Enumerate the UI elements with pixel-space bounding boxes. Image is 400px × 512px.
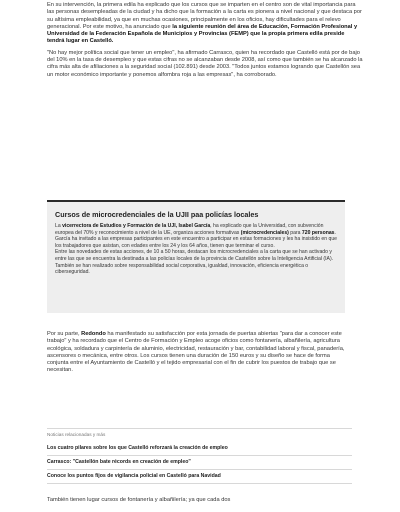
box-highlight: 720 personas [301,229,335,236]
article-closing [47,497,363,508]
paragraph-employment: "No hay mejor política social que tener un empleo", ha afirmado Carrasco, quien ha recordado que Castelló está por de bajo del 10% en la tasa de desempleo y que estas cifras no se alcanzaban desde 2008, así como que también se ha alcanzado la cifra más alta de afiliaciones a la seguridad social (102.891) desde 2003. "Todos juntos estamos logrando que Castellón sea un motor económico importante y ponemos alfombra roja a las empresas", ha corroborado. [47,49,363,78]
box-highlight: vicerrectora de Estudios y Formación de la UJI, Isabel García [62,223,211,229]
paragraph-text: Por su parte, [47,331,82,337]
box-title: Cursos de microcredenciales de la UJII paa policías locales [55,210,259,219]
box-highlight: (microcredenciales) [240,229,289,236]
box-text: , ha explicado que la Universidad, con subvención europea del 70% y reconocimiento a nivel de la UE, organiza acciones formativas [55,223,324,236]
paragraph-closing: También tienen lugar cursos de fontanería y albañilería; ya que cada dos [47,497,231,503]
related-news [47,432,352,484]
paragraph-intro [47,2,363,46]
microcredentials-box [47,200,345,313]
highlight-text: la siguiente reunión del área de Educación, Formación Profesional y Universidad de la Federación Española de Municipios y Provincias (FEMP) que la propia primera edila preside tendrá lugar en Castelló. [47,23,358,45]
box-text: La [55,223,63,229]
box-paragraph-2: Entre las novedades de estas acciones, de 10 a 50 horas, destacan los microcredenciales a la carta que se han activado y entre las que se encuentra la destinada a las policías locales de la provincia de Castellón sobre la Inteligencia Artificial (IA). También se han realizado sobre responsabilidad social corporativa, igualdad, innovación, eficiencia energética o ciberseguridad. [55,249,334,276]
related-news-link[interactable]: Conoce los puntos fijos de vigilancia policial en Castelló para Navidad [47,470,352,484]
related-news-link[interactable]: Carrasco: "Castellón bate récords en creación de empleo" [47,456,352,470]
box-text: . García ha invitado a las empresas participantes en este encuentro a participar en estas formaciones y les ha insistido en que los trabajadores que asistan, con edades entre los 24 y los 64 años, tienen que terminar el curso. [55,229,338,249]
highlight-text: Redondo [81,331,106,337]
article-redondo [47,331,352,379]
paragraph-text: ha manifestado su satisfacción por esta jornada de puertas abiertas "para dar a conocer este trabajo" y ha recordado que el Centro de Formación y Empleo acoge oficios como fontanería, albañilería, agricultura ecológica, soldadura y carpintería de aluminio, electricidad, restauración y bar, contabilidad laboral y fiscal, panadería, ascensores o mecánica, entre otros. Los cursos tienen una duración de 150 euros y su diseño se hace de forma conjunta entre el Ayuntamiento de Castelló y el tejido empresarial con el fin de cubrir los puestos de trabajo que se necesitan. [47,331,345,374]
divider [47,428,352,429]
related-news-link[interactable]: Los cuatro pilares sobre los que Castelló reforzará la creación de empleo [47,442,352,456]
paragraph-text: En su intervención, la primera edila ha explicado que los cursos que se imparten en el centro son de vital importancia para las personas desempleadas de la ciudad y ha dicho que la formación a la carta es pionera a nivel nacional y que destaca por su altísima empleabilidad, ya que en muchas ocasiones, principalmente en los oficios, hay dificultades para el relevo generacional. Por este motivo, ha anunciado que [47,2,362,30]
related-news-header: Noticias relacionadas y más [47,432,106,437]
box-paragraph-1 [55,223,337,249]
paragraph-redondo [47,331,352,375]
box-text: para [288,229,302,236]
article-intro [47,2,363,83]
